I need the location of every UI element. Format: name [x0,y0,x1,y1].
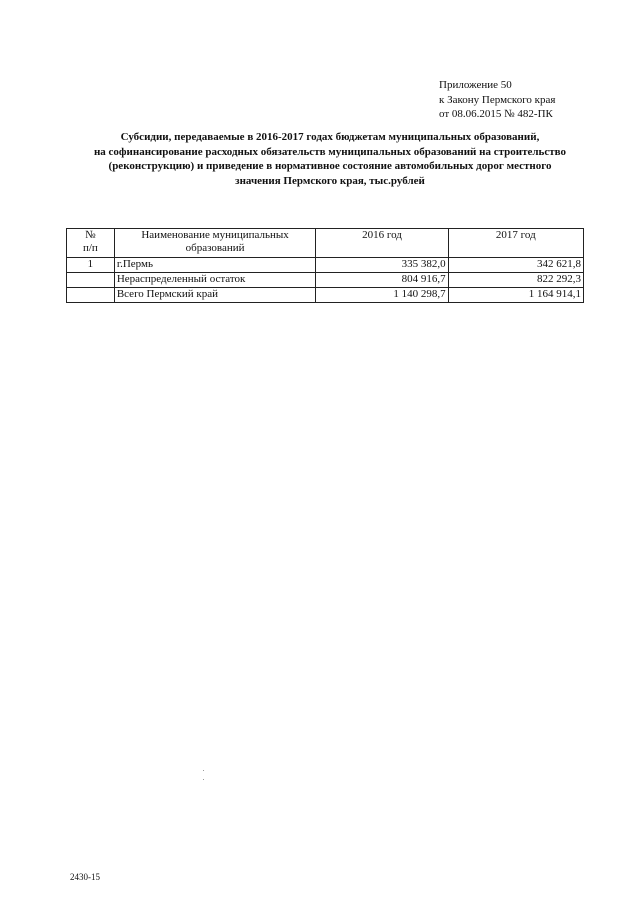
appendix-reference [439,78,629,122]
row-value-2017: 1 164 914,1 [448,288,583,303]
title-line-4: значения Пермского края, тыс.рублей [235,174,425,187]
document-title [60,130,600,188]
row-value-2016: 1 140 298,7 [316,288,448,303]
scan-speck [203,779,204,780]
row-num: 1 [67,258,115,273]
header-2017: 2017 год [448,229,583,258]
row-name: Всего Пермский край [114,288,316,303]
header-num [67,229,115,258]
row-value-2016: 804 916,7 [316,273,448,288]
row-value-2017: 822 292,3 [448,273,583,288]
appendix-law: к Закону Пермского края [439,93,556,106]
row-name: Нераспределенный остаток [114,273,316,288]
table-row [67,273,584,288]
header-name-line2: образований [185,242,245,254]
row-value-2017: 342 621,8 [448,258,583,273]
header-num-line1: № [85,229,96,241]
appendix-date: от 08.06.2015 № 482-ПК [439,108,553,120]
row-num [67,273,115,288]
row-value-2016: 335 382,0 [316,258,448,273]
table-row [67,288,584,303]
table-row [67,258,584,273]
title-line-1: Субсидии, передаваемые в 2016-2017 годах бюджетам муниципальных образований, [120,131,540,143]
row-num [67,288,115,303]
row-name: г.Пермь [114,258,316,273]
header-name-line1: Наименование муниципальных [141,229,289,241]
subsidy-table [66,228,584,303]
header-name [114,229,316,258]
document-code: 2430-15 [70,872,100,882]
header-num-line2: п/п [82,242,98,254]
title-line-3: (реконструкцию) и приведение в нормативное состояние автомобильных дорог местного [108,160,552,172]
scan-speck [203,770,204,771]
header-2016: 2016 год [316,229,448,258]
title-line-2: на софинансирование расходных обязательств муниципальных образований на строительство [93,145,567,158]
appendix-number: Приложение 50 [439,79,512,91]
table-header-row [67,229,584,258]
